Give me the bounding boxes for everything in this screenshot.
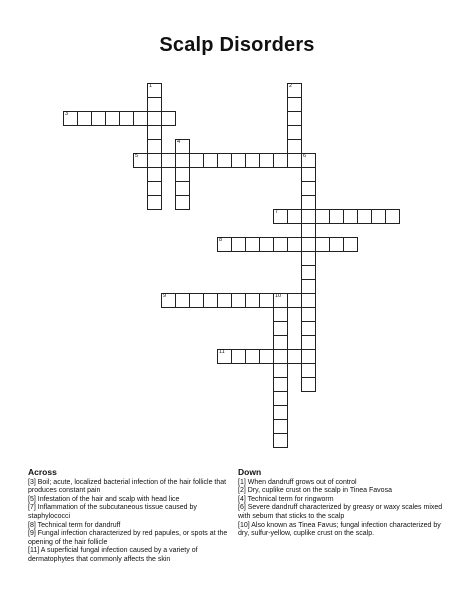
grid-cell[interactable]: [259, 349, 274, 364]
grid-cell[interactable]: [217, 153, 232, 168]
down-clue-1: [1] When dandruff grows out of control: [238, 478, 357, 486]
clue-number: 1: [149, 83, 153, 89]
grid-cell[interactable]: [133, 111, 148, 126]
grid-cell[interactable]: [343, 237, 358, 252]
grid-cell[interactable]: [175, 293, 190, 308]
grid-cell[interactable]: [217, 293, 232, 308]
grid-cell[interactable]: [273, 363, 288, 378]
grid-cell[interactable]: [329, 237, 344, 252]
grid-cell[interactable]: [259, 237, 274, 252]
grid-cell[interactable]: [91, 111, 106, 126]
grid-cell[interactable]: [315, 209, 330, 224]
grid-cell[interactable]: [133, 153, 148, 168]
grid-cell[interactable]: [217, 349, 232, 364]
grid-cell[interactable]: [315, 237, 330, 252]
clue-number: 11: [219, 349, 225, 355]
grid-cell[interactable]: [189, 293, 204, 308]
grid-cell[interactable]: [273, 307, 288, 322]
down-clues: [238, 468, 450, 539]
grid-cell[interactable]: [147, 167, 162, 182]
grid-cell[interactable]: [273, 349, 288, 364]
grid-cell[interactable]: [63, 111, 78, 126]
across-clue-5: [5] Infestation of the hair and scalp with head lice: [28, 495, 180, 503]
grid-cell[interactable]: [147, 181, 162, 196]
grid-cell[interactable]: [301, 209, 316, 224]
grid-cell[interactable]: [273, 321, 288, 336]
grid-cell[interactable]: [301, 293, 316, 308]
grid-cell[interactable]: [203, 153, 218, 168]
grid-cell[interactable]: [301, 335, 316, 350]
grid-cell[interactable]: [329, 209, 344, 224]
grid-cell[interactable]: [105, 111, 120, 126]
grid-cell[interactable]: [301, 167, 316, 182]
across-heading: Across: [28, 467, 57, 477]
grid-cell[interactable]: [147, 97, 162, 112]
grid-cell[interactable]: [175, 167, 190, 182]
grid-cell[interactable]: [287, 125, 302, 140]
grid-cell[interactable]: [287, 139, 302, 154]
across-clue-7: [7] Inflammation of the subcutaneous tissue caused by staphylococci: [28, 504, 197, 520]
puzzle-title: Scalp Disorders: [159, 34, 315, 56]
clue-number: 2: [289, 83, 293, 89]
grid-cell[interactable]: [119, 111, 134, 126]
grid-cell[interactable]: [77, 111, 92, 126]
grid-cell[interactable]: [147, 153, 162, 168]
down-clue-4: [4] Technical term for ringworm: [238, 495, 334, 503]
clue-number: 9: [163, 293, 167, 299]
grid-cell[interactable]: [287, 349, 302, 364]
grid-cell[interactable]: [273, 391, 288, 406]
grid-cell[interactable]: [301, 349, 316, 364]
grid-cell[interactable]: [175, 153, 190, 168]
grid-cell[interactable]: [301, 321, 316, 336]
grid-cell[interactable]: [301, 251, 316, 266]
across-clues: [28, 468, 228, 565]
grid-cell[interactable]: [161, 153, 176, 168]
clue-number: 10: [275, 293, 282, 299]
grid-cell[interactable]: [273, 433, 288, 448]
grid-cell[interactable]: [273, 405, 288, 420]
clue-number: 5: [135, 153, 139, 159]
grid-cell[interactable]: [301, 237, 316, 252]
grid-cell[interactable]: [301, 377, 316, 392]
grid-cell[interactable]: [231, 237, 246, 252]
grid-cell[interactable]: [287, 153, 302, 168]
grid-cell[interactable]: [343, 209, 358, 224]
across-clue-9: [9] Fungal infection characterized by red papules, or spots at the opening of the hair follicle: [28, 530, 228, 546]
grid-cell[interactable]: [231, 293, 246, 308]
grid-cell[interactable]: [287, 293, 302, 308]
grid-cell[interactable]: [287, 237, 302, 252]
grid-cell[interactable]: [231, 153, 246, 168]
grid-cell[interactable]: [357, 209, 372, 224]
grid-cell[interactable]: [161, 111, 176, 126]
grid-cell[interactable]: [147, 125, 162, 140]
grid-cell[interactable]: [273, 153, 288, 168]
grid-cell[interactable]: [245, 349, 260, 364]
grid-cell[interactable]: [287, 111, 302, 126]
grid-cell[interactable]: [301, 153, 316, 168]
grid-cell[interactable]: [273, 335, 288, 350]
grid-cell[interactable]: [287, 83, 302, 98]
clue-number: 6: [303, 153, 307, 159]
clue-number: 4: [177, 139, 181, 145]
grid-cell[interactable]: [301, 265, 316, 280]
grid-cell[interactable]: [147, 139, 162, 154]
grid-cell[interactable]: [301, 363, 316, 378]
across-clue-11: [11] A superficial fungal infection caused by a variety of dermatophytes that commonly affects the skin: [28, 547, 198, 563]
grid-cell[interactable]: [301, 181, 316, 196]
clue-number: 7: [275, 209, 279, 215]
clue-number: 3: [65, 111, 69, 117]
grid-cell[interactable]: [245, 293, 260, 308]
down-clue-2: [2] Dry, cuplike crust on the scalp in Tinea Favosa: [238, 487, 392, 495]
down-heading: Down: [238, 467, 262, 477]
grid-cell[interactable]: [147, 195, 162, 210]
grid-cell[interactable]: [301, 279, 316, 294]
grid-cell[interactable]: [301, 195, 316, 210]
grid-cell[interactable]: [273, 209, 288, 224]
grid-cell[interactable]: [175, 139, 190, 154]
grid-cell[interactable]: [273, 237, 288, 252]
across-clue-8: [8] Technical term for dandruff: [28, 521, 121, 529]
grid-cell[interactable]: [245, 153, 260, 168]
grid-cell[interactable]: [301, 223, 316, 238]
grid-cell[interactable]: [273, 293, 288, 308]
down-clue-10: [10] Also known as Tinea Favus; fungal infection characterized by dry, sulfur-yellow, cuplike crust on the scalp.: [238, 521, 441, 538]
grid-cell[interactable]: [273, 377, 288, 392]
grid-cell[interactable]: [147, 83, 162, 98]
grid-cell[interactable]: [175, 195, 190, 210]
grid-cell[interactable]: [301, 307, 316, 322]
grid-cell[interactable]: [189, 153, 204, 168]
grid-cell[interactable]: [259, 153, 274, 168]
grid-cell[interactable]: [175, 181, 190, 196]
grid-cell[interactable]: [217, 237, 232, 252]
grid-cell[interactable]: [385, 209, 400, 224]
grid-cell[interactable]: [371, 209, 386, 224]
across-clue-3: [3] Boil; acute, localized bacterial infection of the hair follicle that produces constant pain: [28, 478, 227, 495]
grid-cell[interactable]: [147, 111, 162, 126]
grid-cell[interactable]: [245, 237, 260, 252]
grid-cell[interactable]: [287, 97, 302, 112]
clue-number: 8: [219, 237, 223, 243]
grid-cell[interactable]: [203, 293, 218, 308]
grid-cell[interactable]: [273, 419, 288, 434]
grid-cell[interactable]: [161, 293, 176, 308]
grid-cell[interactable]: [287, 209, 302, 224]
down-clue-6: [6] Severe dandruff characterized by greasy or waxy scales mixed with sebum that sticks to the scalp: [238, 504, 443, 520]
grid-cell[interactable]: [231, 349, 246, 364]
grid-cell[interactable]: [259, 293, 274, 308]
